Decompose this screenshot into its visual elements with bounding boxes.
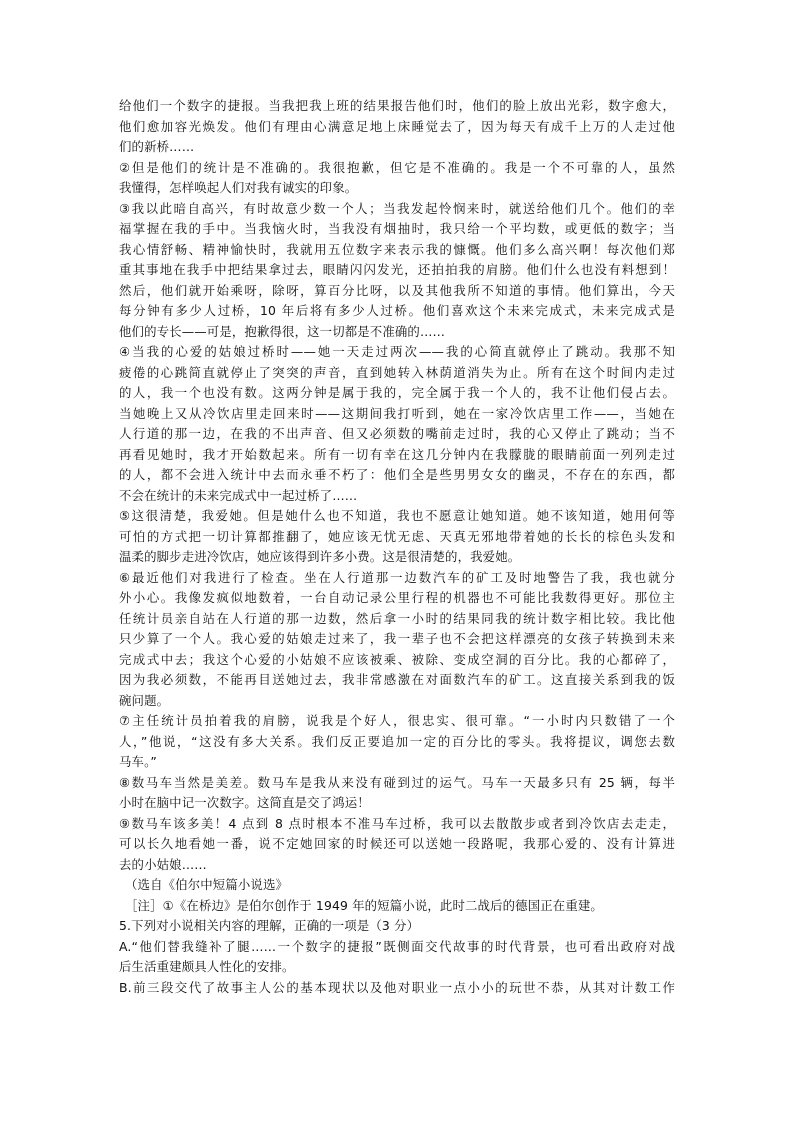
- text-line: A.“他们替我缝补了腿……一个数字的捷报”既侧面交代故事的时代背景，也可看出政府对战: [119, 938, 675, 954]
- text-line: 他们的专长——可是，抱歉得很，这一切都是不准确的……: [119, 323, 446, 339]
- text-line: 完成式中去；我这个心爱的小姑娘不应该被乘、被除、变成空洞的百分比。我的心都碎了，: [119, 651, 675, 667]
- text-line: 碗问题。: [119, 692, 170, 708]
- text-line: 5.下列对小说相关内容的理解，正确的一项是（3 分）: [119, 918, 420, 933]
- text-line: 当她晚上又从冷饮店里走回来时——这期间我打听到，她在一家冷饮店里工作——，当她在: [119, 405, 675, 421]
- text-line: 不会在统计的未来完成式中一起过桥了……: [119, 487, 358, 503]
- text-line: ⑤这很清楚，我爱她。但是她什么也不知道，我也不愿意让她知道。她不该知道，她用何等: [119, 508, 675, 523]
- text-line: 马车。”: [119, 754, 157, 769]
- text-line: 后生活重建颇具人性化的安排。: [119, 959, 295, 974]
- text-line: ⑥最近他们对我进行了检查。坐在人行道那一边数汽车的矿工及时地警告了我，我也就分: [119, 569, 675, 585]
- text-line: ⑧数马车当然是美差。数马车是我从来没有碰到过的运气。马车一天最多只有 25 辆，每半: [119, 774, 675, 790]
- text-line: 可以长久地看她一番，说不定她回家的时候还可以送她一段路呢，我那心爱的、没有计算进: [119, 836, 675, 851]
- text-line: 去的小姑娘……: [119, 856, 207, 872]
- text-line: 只少算了一个人。我心爱的姑娘走过来了，我一辈子也不会把这样漂亮的女孩子转换到未来: [119, 631, 675, 646]
- text-line: 因为我必须数，不能再目送她过去，我非常感激在对面数汽车的矿工。这直接关系到我的饭: [119, 672, 675, 687]
- document-page: [119, 96, 675, 998]
- text-line: 疲倦的心跳简直就停止了突突的声音，直到她转入林荫道消失为止。所有在这个时间内走过: [119, 364, 675, 380]
- text-line: 人，”他说，“这没有多大关系。我们反正要追加一定的百分比的零头。我将提议，调您去数: [119, 733, 675, 749]
- text-line: B.前三段交代了故事主人公的基本现状以及他对职业一点小小的玩世不恭，从其对计数工作: [119, 979, 675, 995]
- text-line: 们的新桥……: [119, 139, 195, 154]
- text-line: 的人，我一个也没有数。这两分钟是属于我的，完全属于我一个人的，我不让他们侵占去。: [119, 385, 675, 400]
- text-line: 的人，都不会进入统计中去而永垂不朽了：他们全是些男男女女的幽灵，不存在的东西，都: [119, 467, 675, 482]
- text-line: 人行道的那一边，在我的不出声音、但又必须数的嘴前走过时，我的心又停止了跳动；当不: [119, 426, 675, 441]
- text-line: 可怕的方式把一切计算都推翻了，她应该无忧无虑、天真无邪地带着她的长长的棕色头发和: [119, 528, 675, 544]
- text-line: 再看见她时，我才开始数起来。所有一切有幸在这几分钟内在我朦胧的眼睛前面一列列走过: [119, 446, 675, 462]
- text-line: 重其事地在我手中把结果拿过去，眼睛闪闪发光，还拍拍我的肩膀。他们什么也没有料想到！: [119, 262, 675, 277]
- text-line: 温柔的脚步走进冷饮店，她应该得到许多小费。这是很清楚的，我爱她。: [119, 549, 521, 564]
- text-line: 福掌握在我的手中。当我恼火时，当我没有烟抽时，我只给一个平均数，或更低的数字；当: [119, 221, 675, 236]
- text-line: 外小心。我像发疯似地数着，一台自动记录公里行程的机器也不可能比我数得更好。那位主: [119, 590, 675, 605]
- text-line: 然后，他们就开始乘呀，除呀，算百分比呀，以及其他我所不知道的事情。他们算出，今天: [119, 282, 675, 298]
- text-line: ③我以此暗自高兴，有时故意少数一个人；当我发起怜悯来时，就送给他们几个。他们的幸: [119, 200, 675, 216]
- text-line: ②但是他们的统计是不准确的。我很抱歉，但它是不准确的。我是一个不可靠的人，虽然: [119, 159, 675, 175]
- text-line: ［注］①《在桥边》是伯尔创作于 1949 年的短篇小说，此时二战后的德国正在重建。: [125, 897, 603, 913]
- text-line: 每分钟有多少人过桥，10 年后将有多少人过桥。他们喜欢这个未来完成式，未来完成式是: [119, 303, 675, 318]
- text-line: 他们愈加容光焕发。他们有理由心满意足地上床睡觉去了，因为每天有成千上万的人走过他: [119, 118, 675, 134]
- text-line: （选自《伯尔中短篇小说选》: [125, 877, 289, 892]
- text-line: 小时在脑中记一次数字。这简直是交了鸿运！: [119, 795, 370, 810]
- text-line: 任统计员亲自站在人行道的那一边数，然后拿一小时的结果同我的统计数字相比较。我比他: [119, 610, 675, 626]
- text-line: ⑦主任统计员拍着我的肩膀，说我是个好人，很忠实、很可靠。“一小时内只数错了一个: [119, 713, 675, 728]
- text-line: 给他们一个数字的捷报。当我把我上班的结果报告他们时，他们的脸上放出光彩，数字愈大，: [119, 98, 675, 113]
- text-line: ⑨数马车该多美！4 点到 8 点时根本不准马车过桥，我可以去散散步或者到冷饮店去走走，: [119, 815, 675, 831]
- text-line: 我心情舒畅、精神愉快时，我就用五位数字来表示我的慷慨。他们多么高兴啊！每次他们郑: [119, 241, 675, 257]
- text-line: 我懂得，怎样唤起人们对我有诚实的印象。: [119, 180, 358, 195]
- text-line: ④当我的心爱的姑娘过桥时——她一天走过两次——我的心简直就停止了跳动。我那不知: [119, 344, 675, 359]
